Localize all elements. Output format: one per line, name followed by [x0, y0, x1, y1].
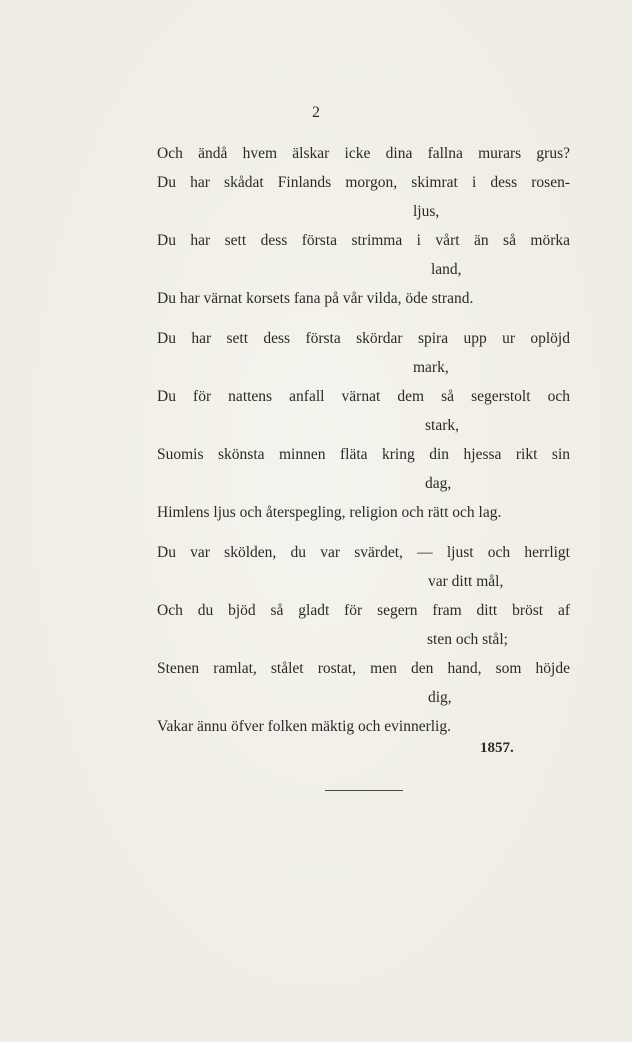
verse-line: Du har skådat Finlands morgon, skimrat i dess rosen-	[157, 174, 570, 191]
verse-line-continuation: sten och stål;	[427, 631, 508, 648]
verse-line-continuation: dig,	[428, 689, 452, 706]
stanza-1	[157, 139, 570, 313]
verse-line: Vakar ännu öfver folken mäktig och evinnerlig.	[157, 718, 451, 735]
closing-rule	[325, 790, 403, 791]
verse-line: Du har sett dess första skördar spira upp ur oplöjd	[157, 330, 570, 347]
verse-line: Du har sett dess första strimma i vårt än så mörka	[157, 232, 570, 249]
verse-line-continuation: mark,	[413, 359, 449, 376]
verse-line-continuation: stark,	[425, 417, 460, 434]
verse-line: Suomis skönsta minnen fläta kring din hjessa rikt sin	[157, 446, 570, 463]
verse-line: Och ändå hvem älskar icke dina fallna murars grus?	[157, 145, 570, 162]
verse-line: Och du bjöd så gladt för segern fram ditt bröst af	[157, 602, 570, 619]
stanza-3	[157, 538, 570, 741]
poem-year: 1857.	[480, 740, 514, 756]
verse-line-continuation: land,	[431, 261, 462, 278]
verse-line: Himlens ljus och återspegling, religion och rätt och lag.	[157, 504, 502, 521]
verse-line-continuation: dag,	[425, 475, 452, 492]
stanza-2	[157, 324, 570, 527]
verse-line: Du var skölden, du var svärdet, — ljust och herrligt	[157, 544, 570, 561]
page-number: 2	[312, 104, 320, 121]
verse-line: Du för nattens anfall värnat dem så segerstolt och	[157, 388, 570, 405]
verse-line-continuation: var ditt mål,	[428, 573, 504, 590]
verse-line: Stenen ramlat, stålet rostat, men den hand, som höjde	[157, 660, 570, 677]
verse-line: Du har värnat korsets fana på vår vilda, öde strand.	[157, 290, 474, 307]
verse-line-continuation: ljus,	[413, 203, 440, 220]
